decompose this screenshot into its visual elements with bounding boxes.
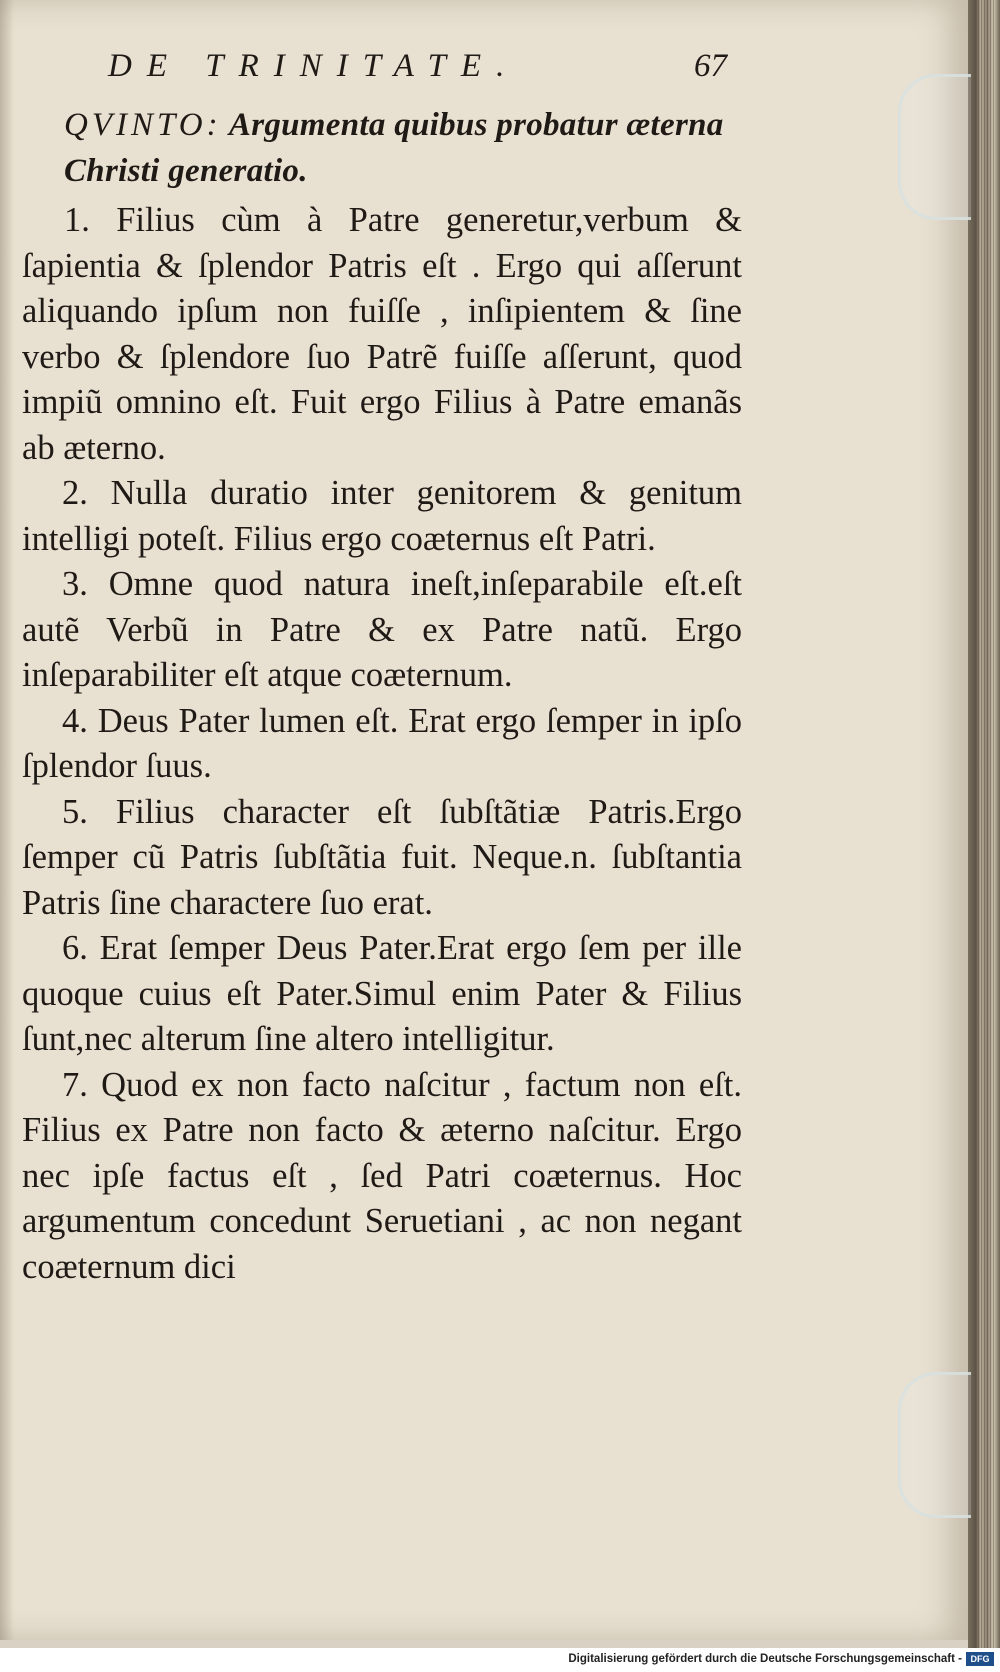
page-clip-bottom [898,1372,971,1518]
section-heading-text: Argumenta quibus probatur æterna Christi generatio. [64,107,724,189]
paragraph-5: 5. Filius character eſt ſubſtãtiæ Patris.Ergo ſemper cũ Patris ſubſtãtia fuit. Neque.n. ſubſtantia Patris ſine charactere ſuo erat. [22,792,742,922]
paragraph-7: 7. Quod ex non facto naſcitur , factum non eſt. Filius ex Patre non facto & æterno naſcitur. Ergo nec ipſe factus eſt , ſed Patri coæternus. Hoc argumentum concedunt Seruetiani , ac non negant coæternum dici [22,1065,742,1286]
gutter-shadow [0,0,14,1640]
paragraph-6: 6. Erat ſemper Deus Pater.Erat ergo ſem per ille quoque cuius eſt Pater.Simul enim Pater & Filius ſunt,nec alterum ſine altero intelligitur. [22,929,742,1058]
paragraph-3: 3. Omne quod natura ineſt,inſeparabile eſt.eſt autẽ Verbũ in Patre & ex Patre natũ. Ergo inſeparabiliter eſt atque coæternum. [22,565,742,694]
paragraph-2: 2. Nulla duratio inter genitorem & genitum intelligi poteſt. Filius ergo coæternus eſt Patri. [22,474,742,558]
paragraph-4: 4. Deus Pater lumen eſt. Erat ergo ſemper in ipſo ſplendor ſuus. [22,701,742,785]
page-edge-lines [978,0,996,1648]
dfg-logo: DFG [966,1652,994,1666]
section-heading [64,102,724,194]
body-text [22,198,742,1290]
running-head [22,40,742,96]
footer-credit: Digitalisierung gefördert durch die Deutsche Forschungsgemeinschaft - [568,1653,962,1665]
digitization-footer [0,1648,1000,1672]
paragraph-1: 1. Filius cùm à Patre generetur,verbum & ſapientia & ſplendor Patris eſt . Ergo qui aſſerunt aliquando ipſum non fuiſſe , inſipientem & ſine verbo & ſplendore ſuo Patrẽ fuiſſe aſſerunt, quod impiũ omnino eſt. Fuit ergo Filius à Patre emanãs ab æterno. [22,201,742,467]
section-heading-lead: QVINTO: [64,107,222,143]
page-number: 67 [694,48,727,84]
running-head-title: DE TRINITATE. [108,48,520,84]
page-text [22,40,742,1290]
page-clip-top [898,74,971,220]
